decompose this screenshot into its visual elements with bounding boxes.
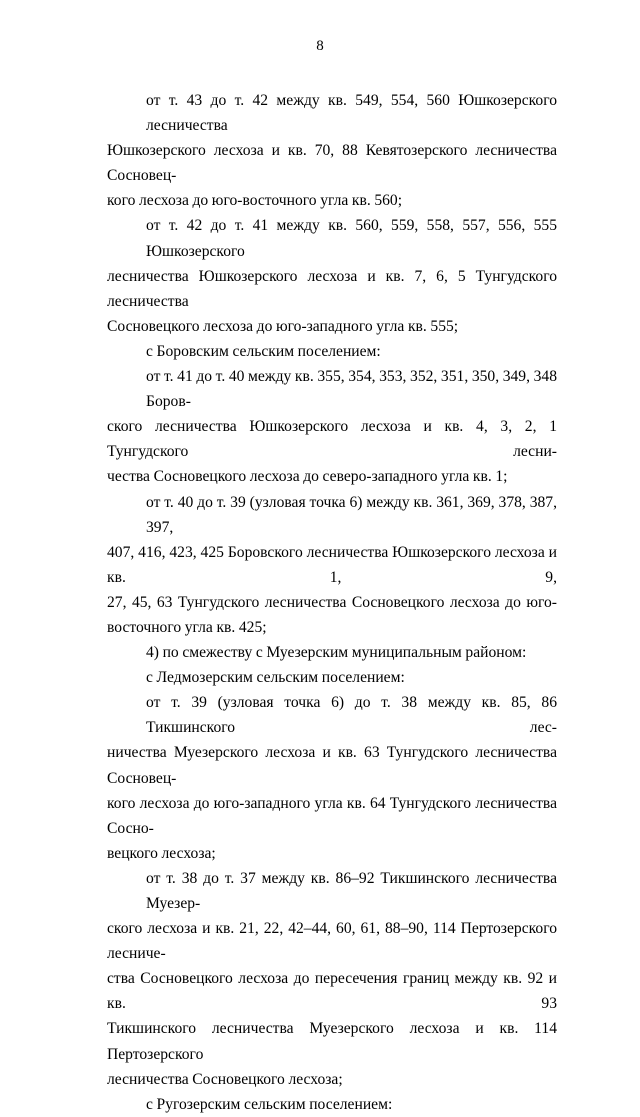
- text-line: ского лесхоза и кв. 21, 22, 42–44, 60, 61, 88–90, 114 Пертозерского лесниче-: [107, 920, 557, 963]
- document-body: [107, 88, 557, 1117]
- text-line: от т. 43 до т. 42 между кв. 549, 554, 560 Юшкозерского лесничества: [146, 92, 557, 135]
- paragraph: [107, 490, 557, 641]
- paragraph: [107, 866, 557, 1092]
- page-number: 8: [316, 38, 324, 54]
- text-line: с Боровским сельским поселением:: [146, 342, 381, 360]
- text-line: кого лесхоза до юго-западного угла кв. 64 Тунгудского лесничества Сосно-: [107, 794, 557, 837]
- text-line: от т. 38 до т. 37 между кв. 86–92 Тикшинского лесничества Муезер-: [146, 869, 557, 912]
- paragraph: [107, 690, 557, 866]
- text-line: ничества Муезерского лесхоза и кв. 63 Тунгудского лесничества Сосновец-: [107, 744, 557, 787]
- text-line: восточного угла кв. 425;: [107, 618, 267, 636]
- paragraph: [107, 1092, 557, 1117]
- text-line: Сосновецкого лесхоза до юго-западного угла кв. 555;: [107, 317, 459, 335]
- text-line: вецкого лесхоза;: [107, 844, 216, 862]
- text-line: 407, 416, 423, 425 Боровского лесничества Юшкозерского лесхоза и кв. 1, 9,: [107, 543, 557, 586]
- text-line: ства Сосновецкого лесхоза до пересечения границ между кв. 92 и кв. 93: [107, 970, 557, 1013]
- paragraph: [107, 640, 557, 665]
- text-line: от т. 39 (узловая точка 6) до т. 38 между кв. 85, 86 Тикшинского лес-: [146, 694, 557, 737]
- text-line: от т. 41 до т. 40 между кв. 355, 354, 353, 352, 351, 350, 349, 348 Боров-: [146, 368, 557, 411]
- text-line: лесничества Сосновецкого лесхоза;: [107, 1070, 343, 1088]
- text-line: от т. 42 до т. 41 между кв. 560, 559, 558, 557, 556, 555 Юшкозерского: [146, 217, 557, 260]
- text-line: Юшкозерского лесхоза и кв. 70, 88 Кевятозерского лесничества Сосновец-: [107, 142, 557, 185]
- text-line: 4) по смежеству с Муезерским муниципальным районом:: [146, 644, 527, 662]
- paragraph: [107, 364, 557, 489]
- text-line: от т. 40 до т. 39 (узловая точка 6) между кв. 361, 369, 378, 387, 397,: [146, 493, 557, 536]
- paragraph: [107, 339, 557, 364]
- paragraph: [107, 88, 557, 213]
- paragraph: [107, 665, 557, 690]
- text-line: 27, 45, 63 Тунгудского лесничества Сосновецкого лесхоза до юго-: [107, 593, 557, 611]
- text-line: лесничества Юшкозерского лесхоза и кв. 7, 6, 5 Тунгудского лесничества: [107, 267, 557, 310]
- text-line: с Ругозерским сельским поселением:: [146, 1095, 393, 1113]
- text-line: с Ледмозерским сельским поселением:: [146, 669, 405, 687]
- text-line: чества Сосновецкого лесхоза до северо-западного угла кв. 1;: [107, 468, 508, 486]
- text-line: Тикшинского лесничества Муезерского лесхоза и кв. 114 Пертозерского: [107, 1020, 557, 1063]
- text-line: ского лесничества Юшкозерского лесхоза и кв. 4, 3, 2, 1 Тунгудского лесни-: [107, 418, 557, 461]
- text-line: кого лесхоза до юго-восточного угла кв. 560;: [107, 192, 403, 210]
- paragraph: [107, 213, 557, 338]
